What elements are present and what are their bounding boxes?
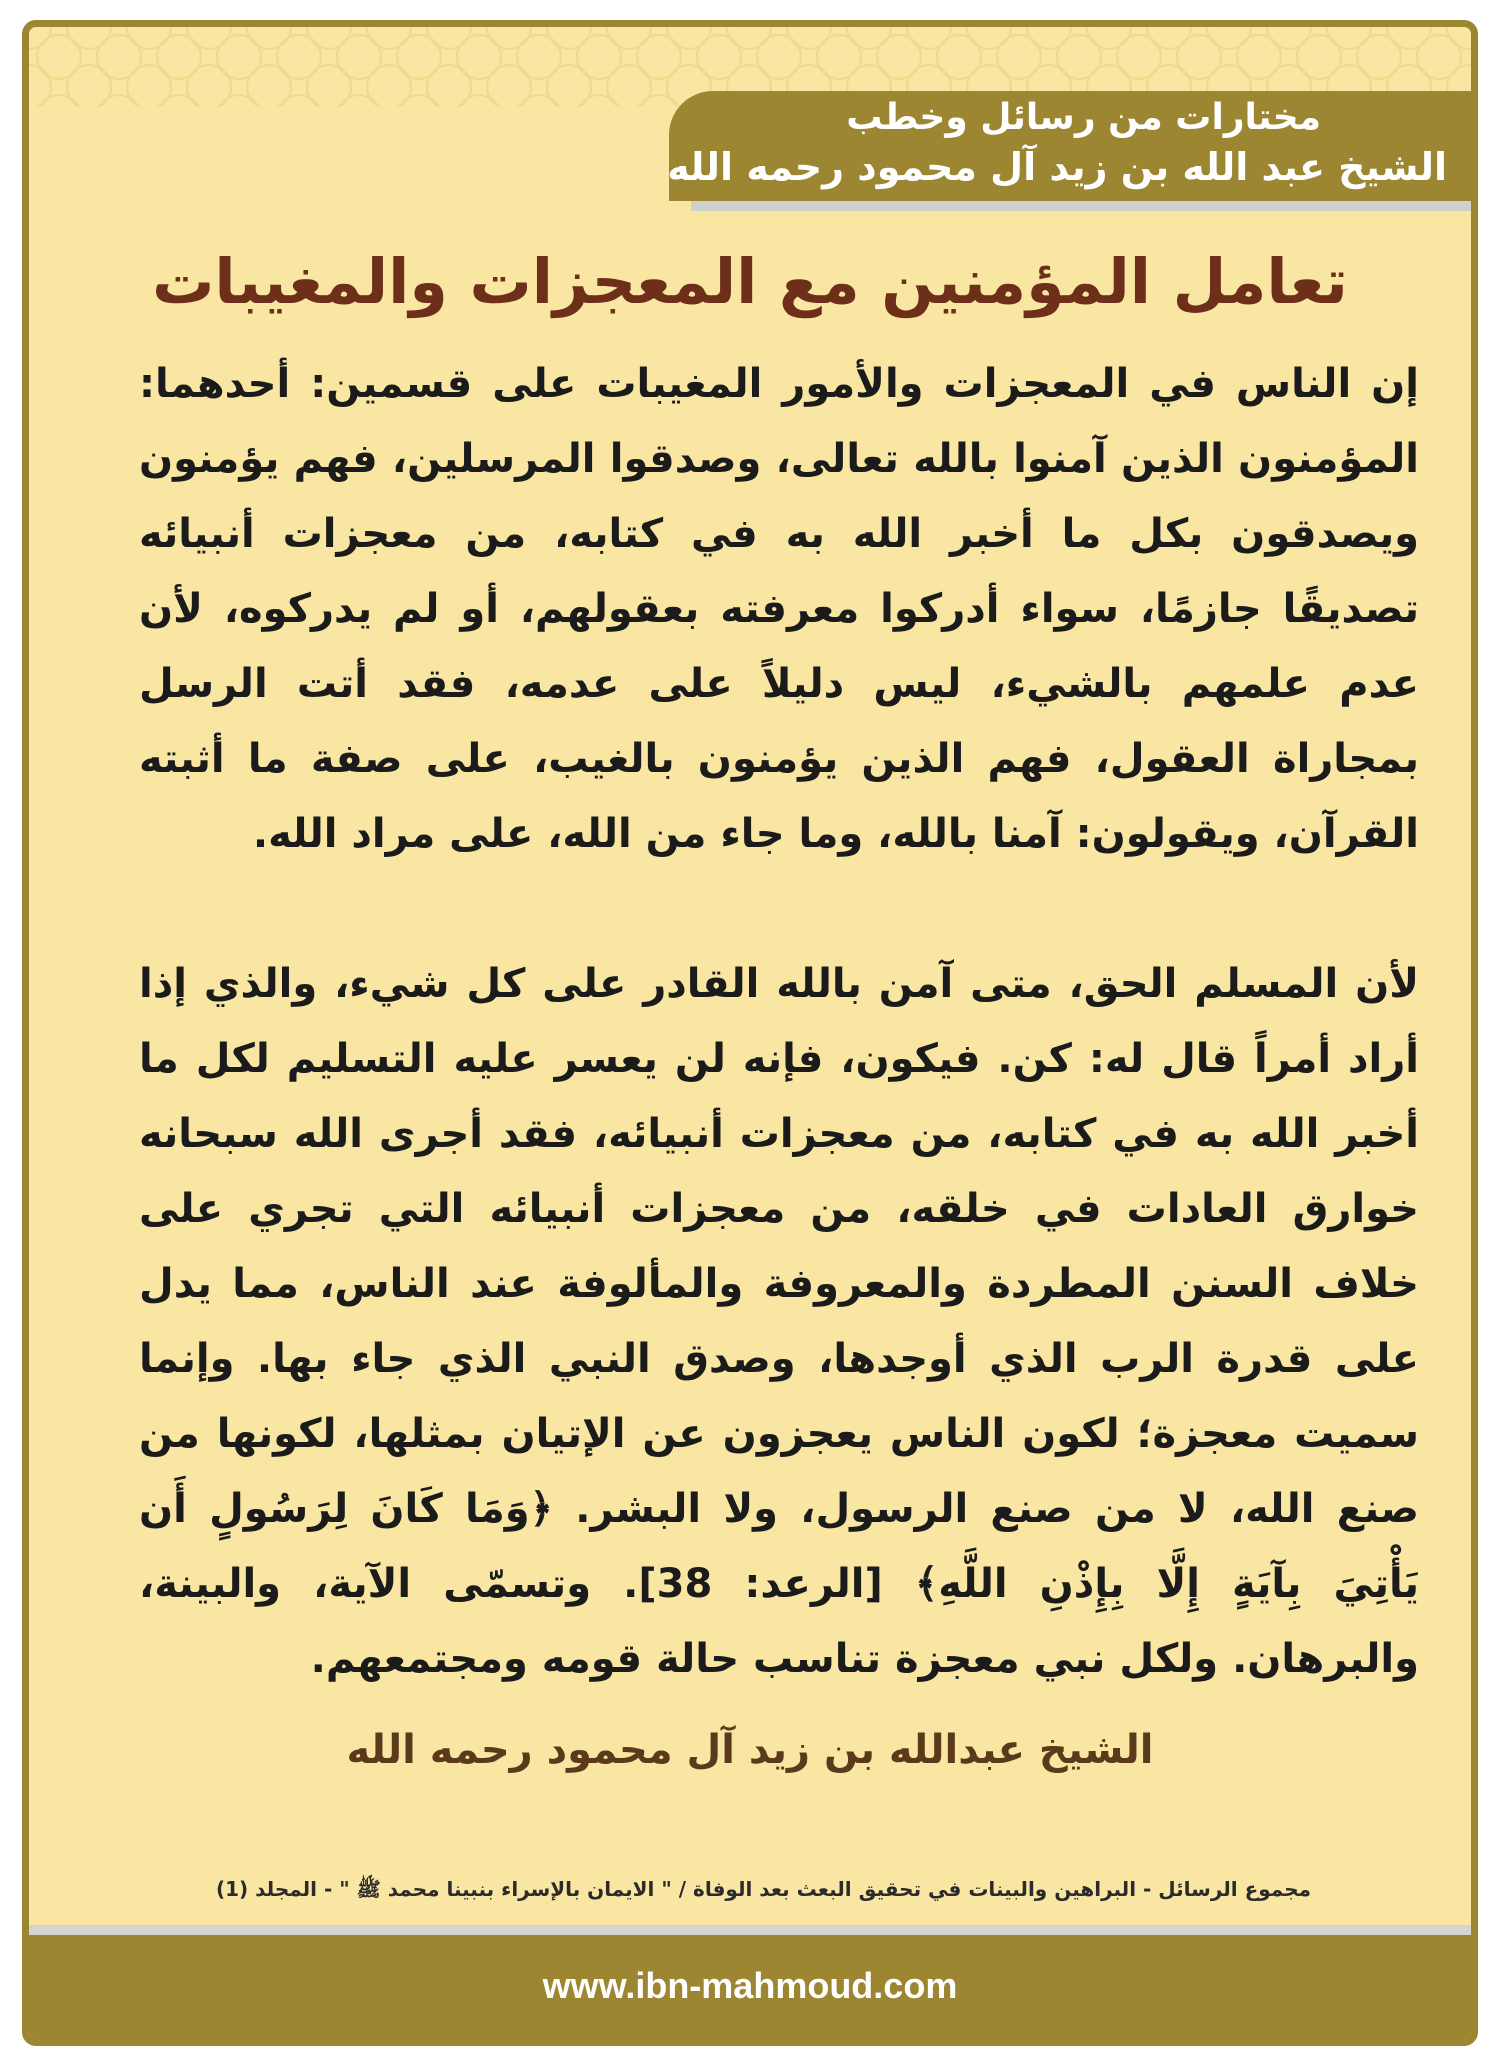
header-series-title: مختارات من رسائل وخطب <box>846 97 1321 138</box>
article-body <box>139 347 1419 1772</box>
footer-divider <box>29 1925 1471 1935</box>
source-citation: مجموع الرسائل - البراهين والبينات في تحقيق البعث بعد الوفاة / " الايمان بالإسراء بنبينا محمد ﷺ " - المجلد (1) <box>215 1877 1311 1901</box>
website-link[interactable]: www.ibn-mahmoud.com <box>542 1965 958 2006</box>
article-title: تعامل المؤمنين مع المعجزات والمغيبات <box>152 245 1348 318</box>
paragraph-1: إن الناس في المعجزات والأمور المغيبات على قسمين: أحدهما: المؤمنون الذين آمنوا بالله تعالى، وصدقوا المرسلين، فهم يؤمنون ويصدقون بكل ما أخبر الله به في كتابه، من معجزات أنبيائه تصديقًا جازمًا، سواء أدركوا معرفته بعقولهم، أو لم يدركوه، لأن عدم علمهم بالشيء، ليس دليلاً على عدمه، فقد أتت الرسل بمجاراة العقول، فهم الذين يؤمنون بالغيب، على صفة ما أثبته القرآن، ويقولون: آمنا بالله، وما جاء من الله، على مراد الله. <box>139 361 1419 857</box>
author-signature: الشيخ عبدالله بن زيد آل محمود رحمه الله <box>346 1727 1154 1773</box>
paragraph-2: لأن المسلم الحق، متى آمن بالله القادر على كل شيء، والذي إذا أراد أمراً قال له: كن. فيكون، فإنه لن يعسر عليه التسليم لكل ما أخبر الله به في كتابه، من معجزات أنبيائه، فقد أجرى الله سبحانه خوارق العادات في خلقه، من معجزات أنبيائه التي تجري على خلاف السنن المطردة والمعروفة والمألوفة عند الناس، مما يدل على قدرة الرب الذي أوجدها، وصدق النبي الذي جاء بها. وإنما سميت معجزة؛ لكون الناس يعجزون عن الإتيان بمثلها، لكونها من صنع الله، لا من صنع الرسول، ولا البشر. ﴿وَمَا كَانَ لِرَسُولٍ أَن يَأْتِيَ بِآيَةٍ إِلَّا بِإِذْنِ اللَّهِ﴾ [الرعد: 38]. وتسمّى الآية، والبينة، والبرهان. ولكل نبي معجزة تناسب حالة قومه ومجتمعهم. <box>139 961 1419 1682</box>
header-author: الشيخ عبد الله بن زيد آل محمود رحمه الله <box>667 145 1447 189</box>
header-underline <box>691 201 1471 211</box>
page-frame <box>22 20 1478 2046</box>
